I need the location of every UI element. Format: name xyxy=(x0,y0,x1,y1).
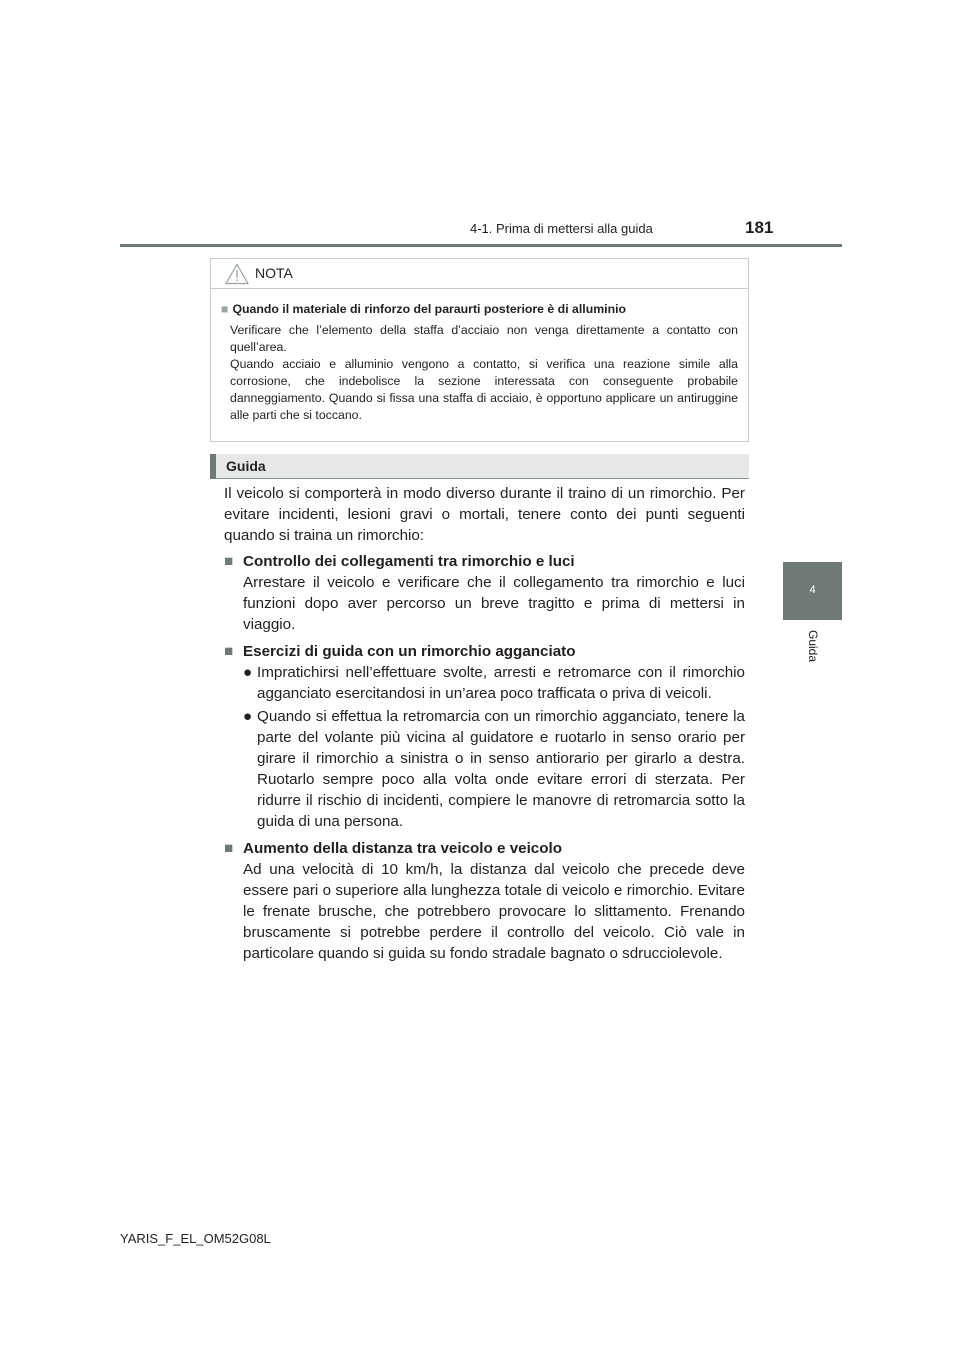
main-content xyxy=(224,483,745,970)
chapter-tab xyxy=(783,562,842,620)
nota-header xyxy=(211,259,748,289)
square-bullet-icon: ■ xyxy=(221,302,229,316)
page-number: 181 xyxy=(745,218,774,237)
nota-box xyxy=(210,258,749,442)
subsection-heading xyxy=(224,641,745,662)
square-bullet-icon: ■ xyxy=(224,840,234,857)
section-title: Guida xyxy=(226,458,266,474)
nota-paragraph: Verificare che l’elemento della staffa d’acciaio non venga direttamente a contatto con quell’area. xyxy=(230,323,738,354)
round-bullet-icon: ● xyxy=(243,664,253,681)
section-header xyxy=(210,454,749,479)
nota-text xyxy=(221,322,738,424)
nota-subheading-text: Quando il materiale di rinforzo del paraurti posteriore è di alluminio xyxy=(232,302,627,316)
bullet-text: Quando si effettua la retromarcia con un rimorchio agganciato, tenere la parte del volante più vicina al guidatore e ruotarlo in senso orario per girare il rimorchio a sinistra o in senso antiorario per girarlo a destra. Ruotarlo sempre poco alla volta onde evitare errori di sterzata. Per ridurre il rischio di incidenti, compiere le manovre di retromarcia sotto la guida di una persona. xyxy=(257,708,745,830)
subsection-text: Arrestare il veicolo e verificare che il collegamento tra rimorchio e luci funzioni dopo aver percorso un breve tragitto e prima di mettersi in viaggio. xyxy=(243,574,745,633)
footer-document-code: YARIS_F_EL_OM52G08L xyxy=(120,1231,271,1246)
bullet-text: Impratichirsi nell’effettuare svolte, arresti e retromarce con il rimorchio agganciato esercitandosi in un’area poco trafficata o priva di veicoli. xyxy=(257,664,745,702)
subsection-heading xyxy=(224,838,745,859)
bullet-item xyxy=(224,706,745,832)
subsection-heading xyxy=(224,551,745,572)
warning-triangle-icon xyxy=(225,263,249,285)
subsection-text: Ad una velocità di 10 km/h, la distanza dal veicolo che precede deve essere pari o superiore alla lunghezza totale di veicolo e rimorchio. Evitare le frenate brusche, che potrebbero provocare lo slittamento. Frenando bruscamente si potrebbe perdere il controllo del veicolo. Ciò vale in particolare quando si guida su fondo stradale bagnato o sdrucciolevole. xyxy=(243,861,745,962)
header-rule xyxy=(120,244,842,247)
square-bullet-icon: ■ xyxy=(224,553,234,570)
nota-body xyxy=(211,289,748,424)
subsection-heading-text: Aumento della distanza tra veicolo e veicolo xyxy=(243,840,563,857)
nota-title: NOTA xyxy=(255,265,293,281)
round-bullet-icon: ● xyxy=(243,708,253,725)
chapter-number: 4 xyxy=(809,584,816,596)
section-header-bar xyxy=(210,454,216,479)
subsection-heading-text: Controllo dei collegamenti tra rimorchio e luci xyxy=(243,553,575,570)
bullet-item xyxy=(224,662,745,704)
square-bullet-icon: ■ xyxy=(224,643,234,660)
intro-paragraph: Il veicolo si comporterà in modo diverso durante il traino di un rimorchio. Per evitare incidenti, lesioni gravi o mortali, tenere conto dei punti seguenti quando si traina un rimorchio: xyxy=(224,485,745,544)
chapter-label: Guida xyxy=(806,630,820,663)
header-section-title: 4-1. Prima di mettersi alla guida xyxy=(470,221,653,236)
nota-paragraph: Quando acciaio e alluminio vengono a contatto, si verifica una reazione simile alla corrosione, che indebolisce la sezione interessata con conseguente probabile danneggiamento. Quando si fissa una staffa di acciaio, è opportuno applicare un antiruggine alle parti che si toccano. xyxy=(230,357,738,422)
nota-subheading xyxy=(221,301,738,318)
subsection-heading-text: Esercizi di guida con un rimorchio agganciato xyxy=(243,643,576,660)
